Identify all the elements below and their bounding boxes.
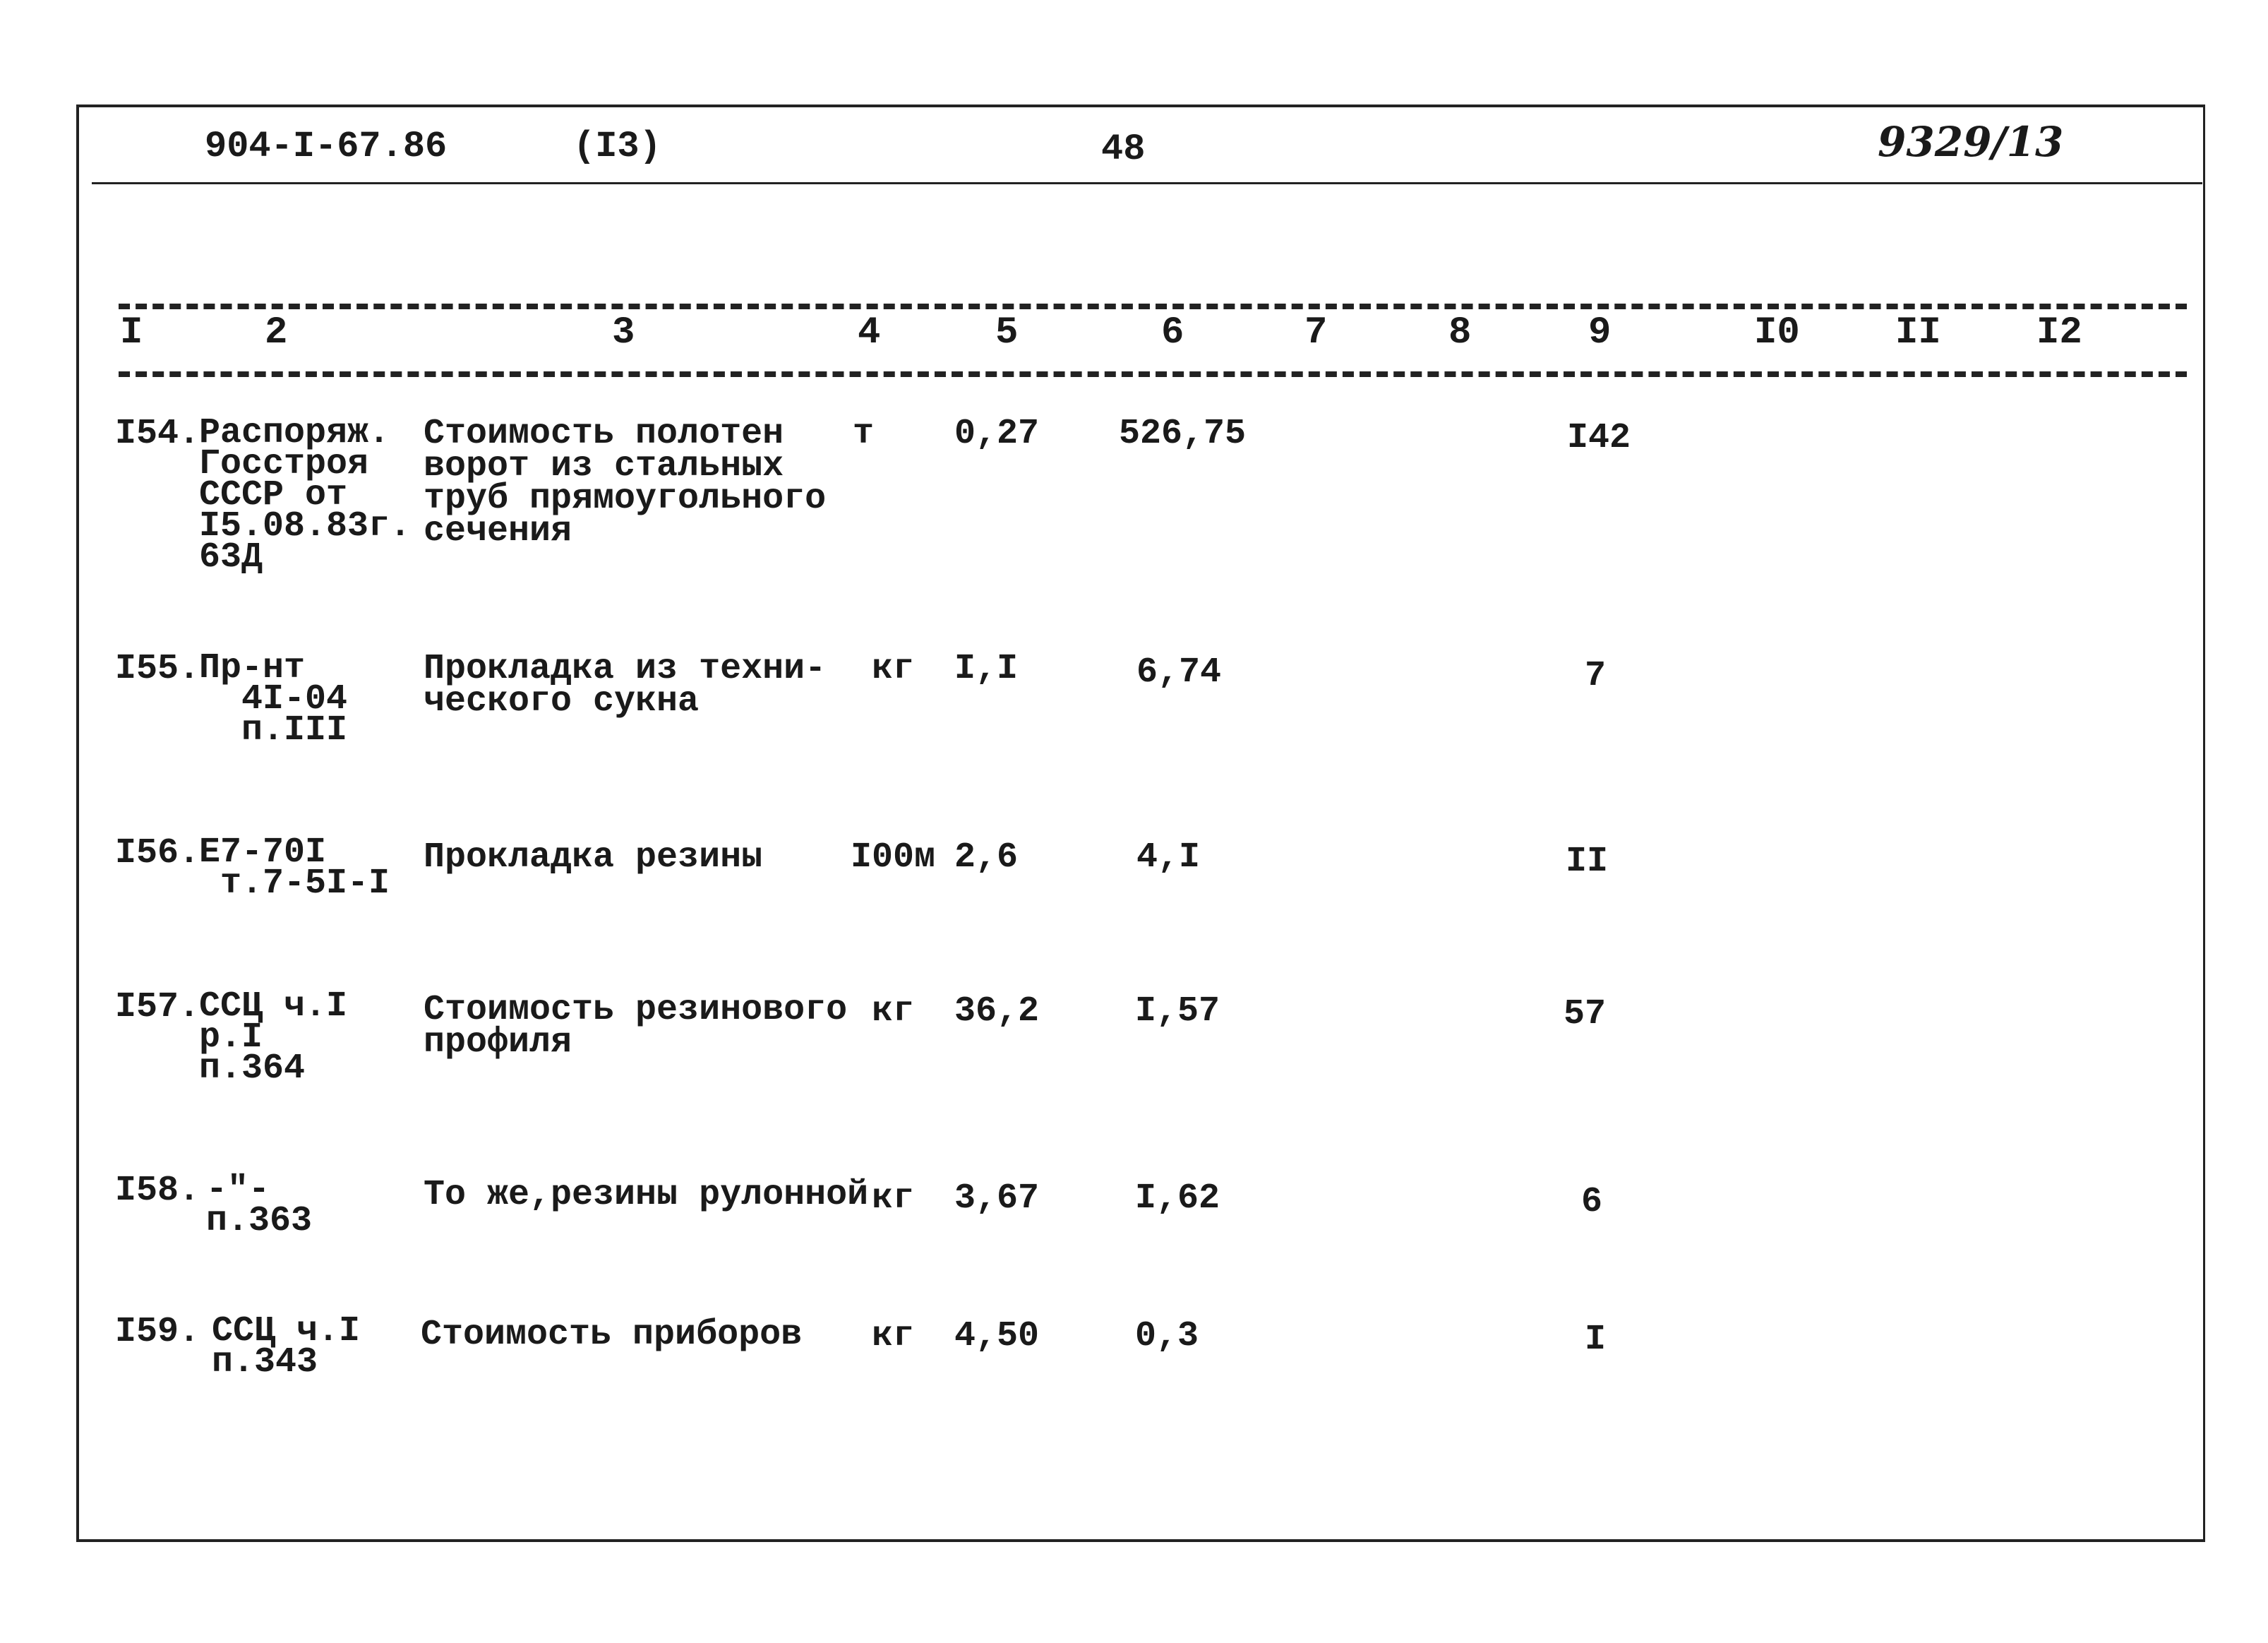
row-name: Стоимость резинового профиля xyxy=(424,990,848,1063)
row-total: 7 xyxy=(1585,656,1607,696)
column-number-10: I0 xyxy=(1754,311,1800,354)
row-price: 6,74 xyxy=(1136,652,1222,693)
column-number-5: 5 xyxy=(995,311,1019,354)
document-code: 904-I-67.86 xyxy=(205,126,448,167)
row-unit: I00м xyxy=(851,837,936,878)
column-number-11: II xyxy=(1895,311,1941,354)
row-reference: ССЦ ч.I p.I п.364 xyxy=(199,986,348,1089)
row-price: 526,75 xyxy=(1119,414,1247,454)
row-name: Стоимость приборов xyxy=(421,1315,803,1355)
column-number-9: 9 xyxy=(1588,311,1612,354)
column-number-4: 4 xyxy=(858,311,881,354)
row-quantity: 2,6 xyxy=(954,837,1019,878)
row-name: Прокладка резины xyxy=(424,837,763,878)
column-number-12: I2 xyxy=(2036,311,2082,354)
inventory-number: 9329/13 xyxy=(1878,118,2064,166)
column-number-1: I xyxy=(120,311,143,354)
row-number: I54. xyxy=(115,414,200,454)
row-unit: кг xyxy=(872,1316,915,1356)
row-reference: Распоряж. Госстроя СССР от I5.08.83г. 63Д xyxy=(199,413,412,578)
row-name: То же,резины рулонной xyxy=(424,1175,869,1215)
header-rule xyxy=(92,182,2202,184)
row-price: I,57 xyxy=(1135,991,1220,1032)
column-number-6: 6 xyxy=(1161,311,1184,354)
row-quantity: 3,67 xyxy=(954,1178,1040,1219)
row-reference: Е7-70I т.7-5I-I xyxy=(199,832,390,904)
row-total: I xyxy=(1585,1320,1607,1360)
row-name: Стоимость полотен ворот из стальных труб прямоугольного сечения xyxy=(424,414,827,551)
column-header-rule-top xyxy=(119,304,2187,309)
row-name: Прокладка из техни- ческого сукна xyxy=(424,649,827,722)
row-number: I55. xyxy=(115,649,200,689)
column-number-8: 8 xyxy=(1448,311,1472,354)
row-total: I42 xyxy=(1567,418,1631,458)
page-number: 48 xyxy=(1101,129,1146,170)
row-number: I58. xyxy=(115,1171,200,1211)
column-number-3: 3 xyxy=(612,311,635,354)
row-total: 57 xyxy=(1564,994,1607,1034)
column-number-7: 7 xyxy=(1304,311,1328,354)
column-number-2: 2 xyxy=(265,311,288,354)
row-price: 4,I xyxy=(1136,837,1201,878)
row-quantity: 4,50 xyxy=(954,1316,1040,1356)
row-reference: -"- п.363 xyxy=(206,1170,313,1241)
row-reference: Пр-нт 4I-04 п.III xyxy=(199,648,348,751)
sheet-number: (I3) xyxy=(573,126,661,167)
row-unit: кг xyxy=(872,991,915,1032)
row-quantity: 36,2 xyxy=(954,991,1040,1032)
row-quantity: I,I xyxy=(954,649,1019,689)
row-total: 6 xyxy=(1581,1182,1603,1222)
row-number: I59. xyxy=(115,1312,200,1352)
row-unit: кг xyxy=(872,649,915,689)
column-header-rule-bottom xyxy=(119,371,2187,377)
row-number: I57. xyxy=(115,987,200,1027)
row-number: I56. xyxy=(115,833,200,873)
row-price: 0,3 xyxy=(1135,1316,1199,1356)
row-price: I,62 xyxy=(1135,1178,1220,1219)
row-quantity: 0,27 xyxy=(954,414,1040,454)
row-unit: кг xyxy=(872,1178,915,1219)
row-unit: т xyxy=(853,414,875,454)
row-total: II xyxy=(1566,842,1609,882)
row-reference: ССЦ ч.I п.343 xyxy=(212,1311,361,1382)
